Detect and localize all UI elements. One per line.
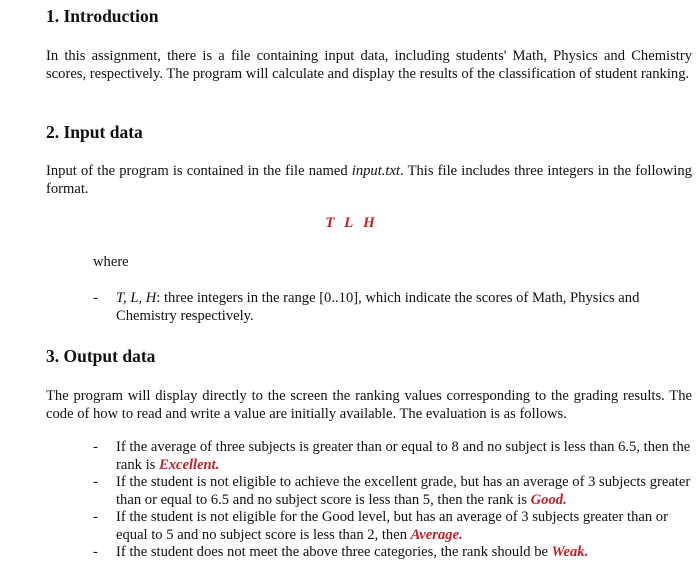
rank-average: Average.	[410, 526, 463, 543]
input-var-desc: : three integers in the range [0..10], which indicate the scores of Math, Physics and Chemistry respectively.	[116, 290, 640, 324]
list-item	[93, 439, 693, 474]
format-var-l: L	[344, 215, 354, 231]
where-label: where	[93, 254, 129, 270]
section-2-heading: 2. Input data	[46, 122, 143, 142]
rule-text: If the student does not meet the above three categories, the rank should be	[116, 544, 552, 560]
dash-bullet: -	[93, 474, 98, 490]
section-1-heading: 1. Introduction	[46, 6, 159, 26]
input-var-names: T, L, H	[116, 290, 157, 306]
dash-bullet: -	[93, 544, 98, 560]
rule-text: If the student is not eligible for the Good level, but has an average of 3 subjects greater than or equal to 5 and no subject score is less than 2, then	[116, 509, 668, 543]
list-item	[93, 544, 693, 562]
ranking-rules-list	[93, 439, 693, 562]
section-2-body-pre: Input of the program is contained in the file named	[46, 163, 352, 179]
dash-bullet: -	[93, 439, 98, 455]
input-format	[0, 215, 700, 232]
list-item	[93, 474, 693, 509]
format-var-t: T	[325, 215, 335, 231]
dash-bullet: -	[93, 509, 98, 525]
rank-weak: Weak.	[551, 544, 589, 560]
input-filename: input.txt	[351, 163, 401, 179]
list-item	[93, 509, 693, 544]
input-var-list	[93, 290, 693, 325]
list-item	[93, 290, 693, 325]
format-var-h: H	[363, 215, 375, 231]
section-2-body-post: . This file includes three integers in the following format.	[46, 163, 692, 197]
rank-good: Good.	[530, 491, 567, 508]
section-2-body	[46, 163, 692, 198]
section-3-body: The program will display directly to the screen the ranking values corresponding to the grading results. The code of how to read and write a value are initially available. The evaluation is as follows.	[46, 388, 692, 422]
rule-text: If the average of three subjects is greater than or equal to 8 and no subject is less than 6.5, then the rank is	[116, 439, 691, 473]
section-3-heading: 3. Output data	[46, 346, 156, 366]
dash-bullet: -	[93, 290, 98, 306]
section-1-body: In this assignment, there is a file containing input data, including students' Math, Physics and Chemistry scores, respectively. The program will calculate and display the results of the classification of student ranking.	[46, 48, 692, 82]
rank-excellent: Excellent.	[158, 456, 220, 473]
rule-text: If the student is not eligible to achieve the excellent grade, but has an average of 3 subjects greater than or equal to 6.5 and no subject score is less than 5, then the rank is	[116, 474, 691, 508]
